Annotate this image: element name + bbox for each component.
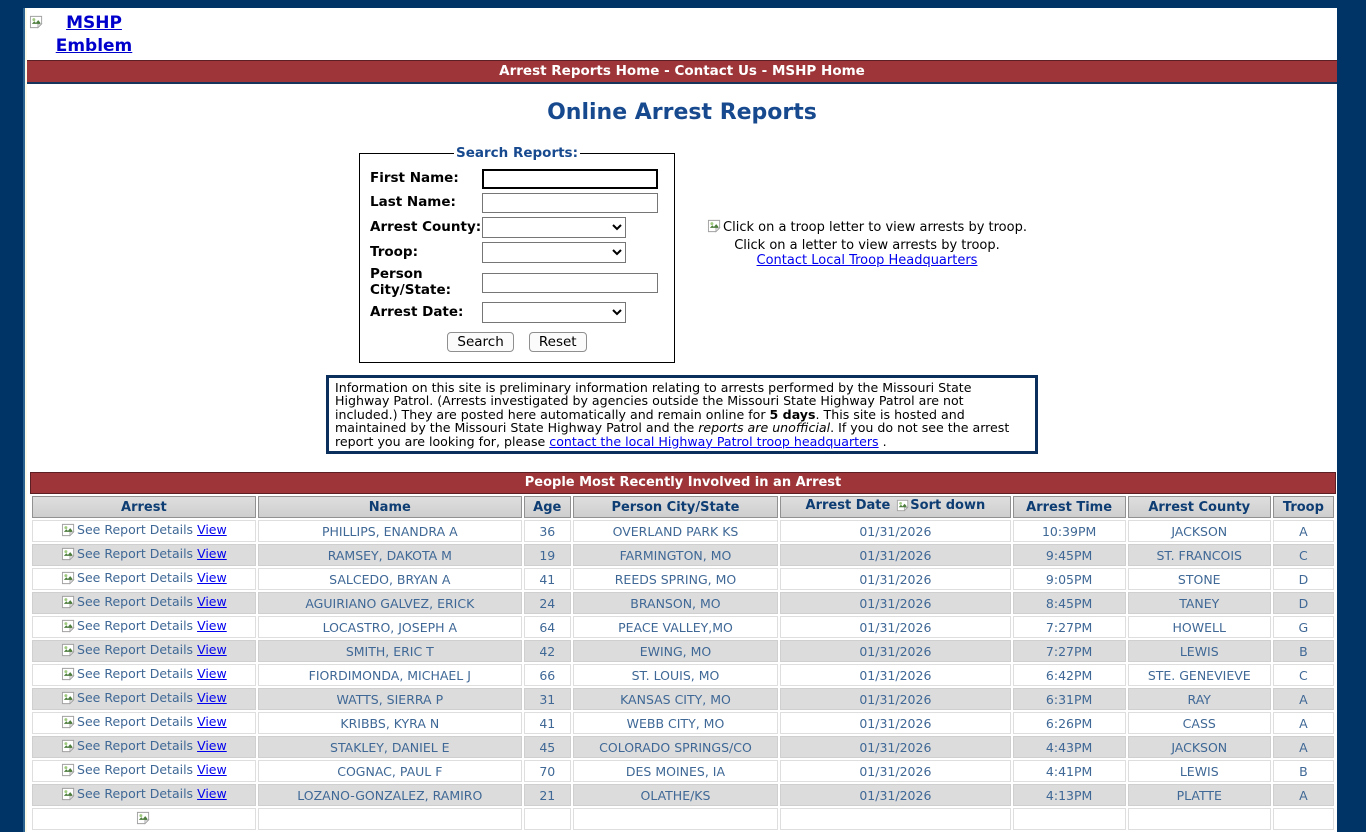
report-details-icon[interactable] <box>61 763 76 780</box>
search-button[interactable]: Search <box>447 332 513 352</box>
arrest-county-cell: STONE <box>1128 568 1271 590</box>
arrest-results-table <box>30 494 1336 832</box>
table-row <box>32 544 1334 566</box>
see-report-details-alt-text: See Report Details <box>77 786 194 802</box>
troop-cell: C <box>1273 664 1334 686</box>
table-row <box>32 640 1334 662</box>
report-details-icon[interactable] <box>61 571 76 588</box>
info-box <box>326 375 1038 454</box>
view-report-link[interactable]: View <box>197 786 227 802</box>
arrest-date-cell: 01/31/2026 <box>780 688 1010 710</box>
arrest-time-cell: 7:27PM <box>1013 640 1126 662</box>
table-row <box>32 784 1334 806</box>
person-city-state-cell: EWING, MO <box>573 640 779 662</box>
age-cell: 70 <box>524 760 571 782</box>
results-section <box>30 472 1336 832</box>
arrest-time-cell: 6:42PM <box>1013 664 1126 686</box>
see-report-details-alt-text: See Report Details <box>77 642 194 658</box>
age-cell: 36 <box>524 520 571 542</box>
arrest-report-cell <box>32 784 256 806</box>
name-cell: LOCASTRO, JOSEPH A <box>258 616 522 638</box>
column-header-troop: Troop <box>1273 496 1334 518</box>
first-name-input[interactable] <box>482 169 658 189</box>
table-row <box>32 568 1334 590</box>
age-cell: 21 <box>524 784 571 806</box>
nav-mshp-home-link[interactable]: MSHP Home <box>771 63 865 79</box>
see-report-details-alt-text: See Report Details <box>77 594 194 610</box>
arrest-time-cell: 4:13PM <box>1013 784 1126 806</box>
page-title: Online Arrest Reports <box>547 100 817 125</box>
see-report-details-alt-text: See Report Details <box>77 714 194 730</box>
arrest-county-cell: LEWIS <box>1128 640 1271 662</box>
age-cell: 19 <box>524 544 571 566</box>
arrest-county-cell: ST. FRANCOIS <box>1128 544 1271 566</box>
age-cell: 66 <box>524 664 571 686</box>
troop-select[interactable] <box>482 242 626 263</box>
age-cell: 24 <box>524 592 571 614</box>
report-details-icon[interactable] <box>61 739 76 756</box>
column-header-arrest-date <box>780 496 1010 518</box>
view-report-link[interactable]: View <box>197 690 227 706</box>
info-bold-5-days: 5 days <box>769 406 816 422</box>
arrest-report-cell <box>32 568 256 590</box>
view-report-link[interactable]: View <box>197 714 227 730</box>
results-banner: People Most Recently Involved in an Arrest <box>30 472 1336 494</box>
mshp-emblem-link[interactable] <box>29 12 140 58</box>
troop-panel <box>677 219 1057 269</box>
name-cell: SMITH, ERIC T <box>258 640 522 662</box>
report-details-icon[interactable] <box>61 787 76 804</box>
arrest-date-cell: 01/31/2026 <box>780 712 1010 734</box>
report-details-icon[interactable] <box>61 715 76 732</box>
view-report-link[interactable]: View <box>197 618 227 634</box>
first-name-label: First Name: <box>370 170 459 187</box>
arrest-county-cell: STE. GENEVIEVE <box>1128 664 1271 686</box>
arrest-table-body <box>32 520 1334 830</box>
arrest-report-cell <box>32 664 256 686</box>
table-row <box>32 760 1334 782</box>
arrest-date-cell: 01/31/2026 <box>780 616 1010 638</box>
arrest-date-cell: 01/31/2026 <box>780 760 1010 782</box>
troop-cell: A <box>1273 712 1334 734</box>
table-row <box>32 688 1334 710</box>
arrest-date-cell: 01/31/2026 <box>780 640 1010 662</box>
name-cell: KRIBBS, KYRA N <box>258 712 522 734</box>
page-content <box>27 8 1337 832</box>
view-report-link[interactable]: View <box>197 762 227 778</box>
column-header-arrest-time: Arrest Time <box>1013 496 1126 518</box>
report-details-icon[interactable] <box>61 667 76 684</box>
arrest-county-select[interactable] <box>482 217 626 238</box>
arrest-county-cell: RAY <box>1128 688 1271 710</box>
view-report-link[interactable]: View <box>197 570 227 586</box>
arrest-county-cell: JACKSON <box>1128 520 1271 542</box>
last-name-label: Last Name: <box>370 194 456 211</box>
report-details-icon[interactable] <box>61 643 76 660</box>
broken-image-icon <box>29 14 44 34</box>
troop-caption: Click on a letter to view arrests by troop. <box>734 237 1000 253</box>
arrest-report-cell <box>32 520 256 542</box>
arrest-date-header-label: Arrest Date <box>805 498 891 514</box>
sort-down-icon[interactable] <box>896 499 910 516</box>
report-details-icon[interactable] <box>61 595 76 612</box>
name-cell: PHILLIPS, ENANDRA A <box>258 520 522 542</box>
see-report-details-alt-text: See Report Details <box>77 738 194 754</box>
arrest-date-cell: 01/31/2026 <box>780 592 1010 614</box>
arrest-date-cell: 01/31/2026 <box>780 568 1010 590</box>
info-text: Information on this site is preliminary information relating to arrests performed by the Missouri State Highway Patrol. (Arrests investigated by agencies outside the Missouri State Highway Patrol are not included.) They are posted here automatically and remain online for <box>335 380 972 422</box>
arrest-report-cell <box>32 688 256 710</box>
column-header-arrest: Arrest <box>32 496 256 518</box>
arrest-report-cell <box>32 736 256 758</box>
arrest-date-cell: 01/31/2026 <box>780 784 1010 806</box>
troop-cell <box>1273 808 1334 830</box>
name-cell <box>258 808 522 830</box>
arrest-report-cell <box>32 712 256 734</box>
arrest-county-cell: PLATTE <box>1128 784 1271 806</box>
arrest-date-select[interactable] <box>482 302 626 323</box>
name-cell: COGNAC, PAUL F <box>258 760 522 782</box>
name-cell: WATTS, SIERRA P <box>258 688 522 710</box>
last-name-input[interactable] <box>482 193 658 213</box>
column-header-arrest-county: Arrest County <box>1128 496 1271 518</box>
table-row <box>32 616 1334 638</box>
arrest-county-cell: LEWIS <box>1128 760 1271 782</box>
sort-down-alt-text[interactable]: Sort down <box>910 498 986 514</box>
see-report-details-alt-text: See Report Details <box>77 522 194 538</box>
see-report-details-alt-text: See Report Details <box>77 666 194 682</box>
column-header-age: Age <box>524 496 571 518</box>
view-report-link[interactable]: View <box>197 546 227 562</box>
see-report-details-alt-text: See Report Details <box>77 546 194 562</box>
arrest-time-cell: 4:43PM <box>1013 736 1126 758</box>
troop-map-broken-image-icon[interactable] <box>707 219 722 238</box>
arrest-report-cell <box>32 592 256 614</box>
arrest-date-cell: 01/31/2026 <box>780 520 1010 542</box>
view-report-link[interactable]: View <box>197 738 227 754</box>
reset-button[interactable]: Reset <box>529 332 587 352</box>
name-cell: FIORDIMONDA, MICHAEL J <box>258 664 522 686</box>
nav-separator: - <box>756 63 772 79</box>
table-header-row <box>32 496 1334 518</box>
person-city-state-cell: OLATHE/KS <box>573 784 779 806</box>
arrest-time-cell <box>1013 808 1126 830</box>
report-details-icon[interactable] <box>61 547 76 564</box>
arrest-report-cell <box>32 616 256 638</box>
table-row <box>32 808 1334 830</box>
info-text: . <box>878 433 887 449</box>
arrest-county-cell: JACKSON <box>1128 736 1271 758</box>
name-cell: STAKLEY, DANIEL E <box>258 736 522 758</box>
info-italic-unofficial: reports are unofficial <box>698 420 831 436</box>
age-cell: 31 <box>524 688 571 710</box>
name-cell: RAMSEY, DAKOTA M <box>258 544 522 566</box>
troop-cell: A <box>1273 688 1334 710</box>
person-city-state-cell: FARMINGTON, MO <box>573 544 779 566</box>
arrest-time-cell: 6:31PM <box>1013 688 1126 710</box>
arrest-date-cell <box>780 808 1010 830</box>
report-details-icon[interactable] <box>61 691 76 708</box>
arrest-county-cell: HOWELL <box>1128 616 1271 638</box>
troop-cell: A <box>1273 784 1334 806</box>
see-report-details-alt-text: See Report Details <box>77 618 194 634</box>
report-details-icon[interactable] <box>61 523 76 540</box>
nav-separator: - <box>659 63 675 79</box>
person-city-state-cell: REEDS SPRING, MO <box>573 568 779 590</box>
arrest-county-cell <box>1128 808 1271 830</box>
troop-cell: A <box>1273 520 1334 542</box>
column-header-person-city-state: Person City/State <box>573 496 779 518</box>
troop-label: Troop: <box>370 243 418 260</box>
arrest-date-cell: 01/31/2026 <box>780 664 1010 686</box>
arrest-report-cell <box>32 640 256 662</box>
search-reports-legend: Search Reports: <box>456 145 578 161</box>
arrest-time-cell: 9:45PM <box>1013 544 1126 566</box>
view-report-link[interactable]: View <box>197 522 227 538</box>
arrest-date-cell: 01/31/2026 <box>780 544 1010 566</box>
table-row <box>32 712 1334 734</box>
troop-cell: C <box>1273 544 1334 566</box>
report-details-icon[interactable] <box>136 811 151 828</box>
person-city-state-cell: ST. LOUIS, MO <box>573 664 779 686</box>
info-text: . If you do not see the arrest report you are looking for, please <box>335 420 1010 449</box>
person-city-state-input[interactable] <box>482 273 658 293</box>
person-city-state-cell: DES MOINES, IA <box>573 760 779 782</box>
age-cell: 41 <box>524 568 571 590</box>
arrest-time-cell: 6:26PM <box>1013 712 1126 734</box>
age-cell: 45 <box>524 736 571 758</box>
name-cell: AGUIRIANO GALVEZ, ERICK <box>258 592 522 614</box>
age-cell: 64 <box>524 616 571 638</box>
name-cell: LOZANO-GONZALEZ, RAMIRO <box>258 784 522 806</box>
person-city-state-cell: KANSAS CITY, MO <box>573 688 779 710</box>
emblem-bar <box>27 8 1337 60</box>
column-header-name: Name <box>258 496 522 518</box>
age-cell <box>524 808 571 830</box>
person-city-state-cell: BRANSON, MO <box>573 592 779 614</box>
troop-cell: D <box>1273 568 1334 590</box>
age-cell: 42 <box>524 640 571 662</box>
person-city-state-label: Person City/State: <box>370 266 452 298</box>
person-city-state-cell: OVERLAND PARK KS <box>573 520 779 542</box>
troop-cell: G <box>1273 616 1334 638</box>
emblem-alt-text: MSHP Emblem <box>55 13 133 56</box>
person-city-state-cell: WEBB CITY, MO <box>573 712 779 734</box>
age-cell: 41 <box>524 712 571 734</box>
arrest-report-cell <box>32 544 256 566</box>
arrest-time-cell: 8:45PM <box>1013 592 1126 614</box>
arrest-report-cell <box>32 760 256 782</box>
arrest-time-cell: 4:41PM <box>1013 760 1126 782</box>
view-report-link[interactable]: View <box>197 642 227 658</box>
name-cell: SALCEDO, BRYAN A <box>258 568 522 590</box>
arrest-date-label: Arrest Date: <box>370 303 464 320</box>
person-city-state-cell: COLORADO SPRINGS/CO <box>573 736 779 758</box>
table-row <box>32 736 1334 758</box>
nav-arrest-reports-home-link[interactable]: Arrest Reports Home <box>499 63 660 79</box>
view-report-link[interactable]: View <box>197 594 227 610</box>
report-details-icon[interactable] <box>61 619 76 636</box>
arrest-time-cell: 9:05PM <box>1013 568 1126 590</box>
person-city-state-cell: PEACE VALLEY,MO <box>573 616 779 638</box>
contact-local-troop-headquarters-link[interactable]: Contact Local Troop Headquarters <box>756 253 978 269</box>
troop-cell: A <box>1273 736 1334 758</box>
view-report-link[interactable]: View <box>197 666 227 682</box>
person-city-state-cell <box>573 808 779 830</box>
arrest-time-cell: 10:39PM <box>1013 520 1126 542</box>
troop-cell: D <box>1273 592 1334 614</box>
see-report-details-alt-text: See Report Details <box>77 570 194 586</box>
search-reports-fieldset <box>359 145 675 363</box>
arrest-county-cell: CASS <box>1128 712 1271 734</box>
nav-contact-us-link[interactable]: Contact Us <box>674 63 757 79</box>
search-area <box>27 145 1337 375</box>
arrest-county-label: Arrest County: <box>370 218 482 235</box>
arrest-county-cell: TANEY <box>1128 592 1271 614</box>
arrest-date-cell: 01/31/2026 <box>780 736 1010 758</box>
troop-cell: B <box>1273 760 1334 782</box>
troop-map-alt-text: Click on a troop letter to view arrests by troop. <box>723 220 1027 235</box>
arrest-time-cell: 7:27PM <box>1013 616 1126 638</box>
see-report-details-alt-text: See Report Details <box>77 762 194 778</box>
arrest-report-cell <box>32 808 256 830</box>
contact-troop-headquarters-link[interactable]: contact the local Highway Patrol troop headquarters <box>549 433 879 449</box>
info-text: . This site is hosted and maintained by the Missouri State Highway Patrol and the <box>335 406 965 436</box>
see-report-details-alt-text: See Report Details <box>77 690 194 706</box>
table-row <box>32 664 1334 686</box>
table-row <box>32 520 1334 542</box>
top-nav-bar <box>27 60 1337 84</box>
table-row <box>32 592 1334 614</box>
troop-cell: B <box>1273 640 1334 662</box>
